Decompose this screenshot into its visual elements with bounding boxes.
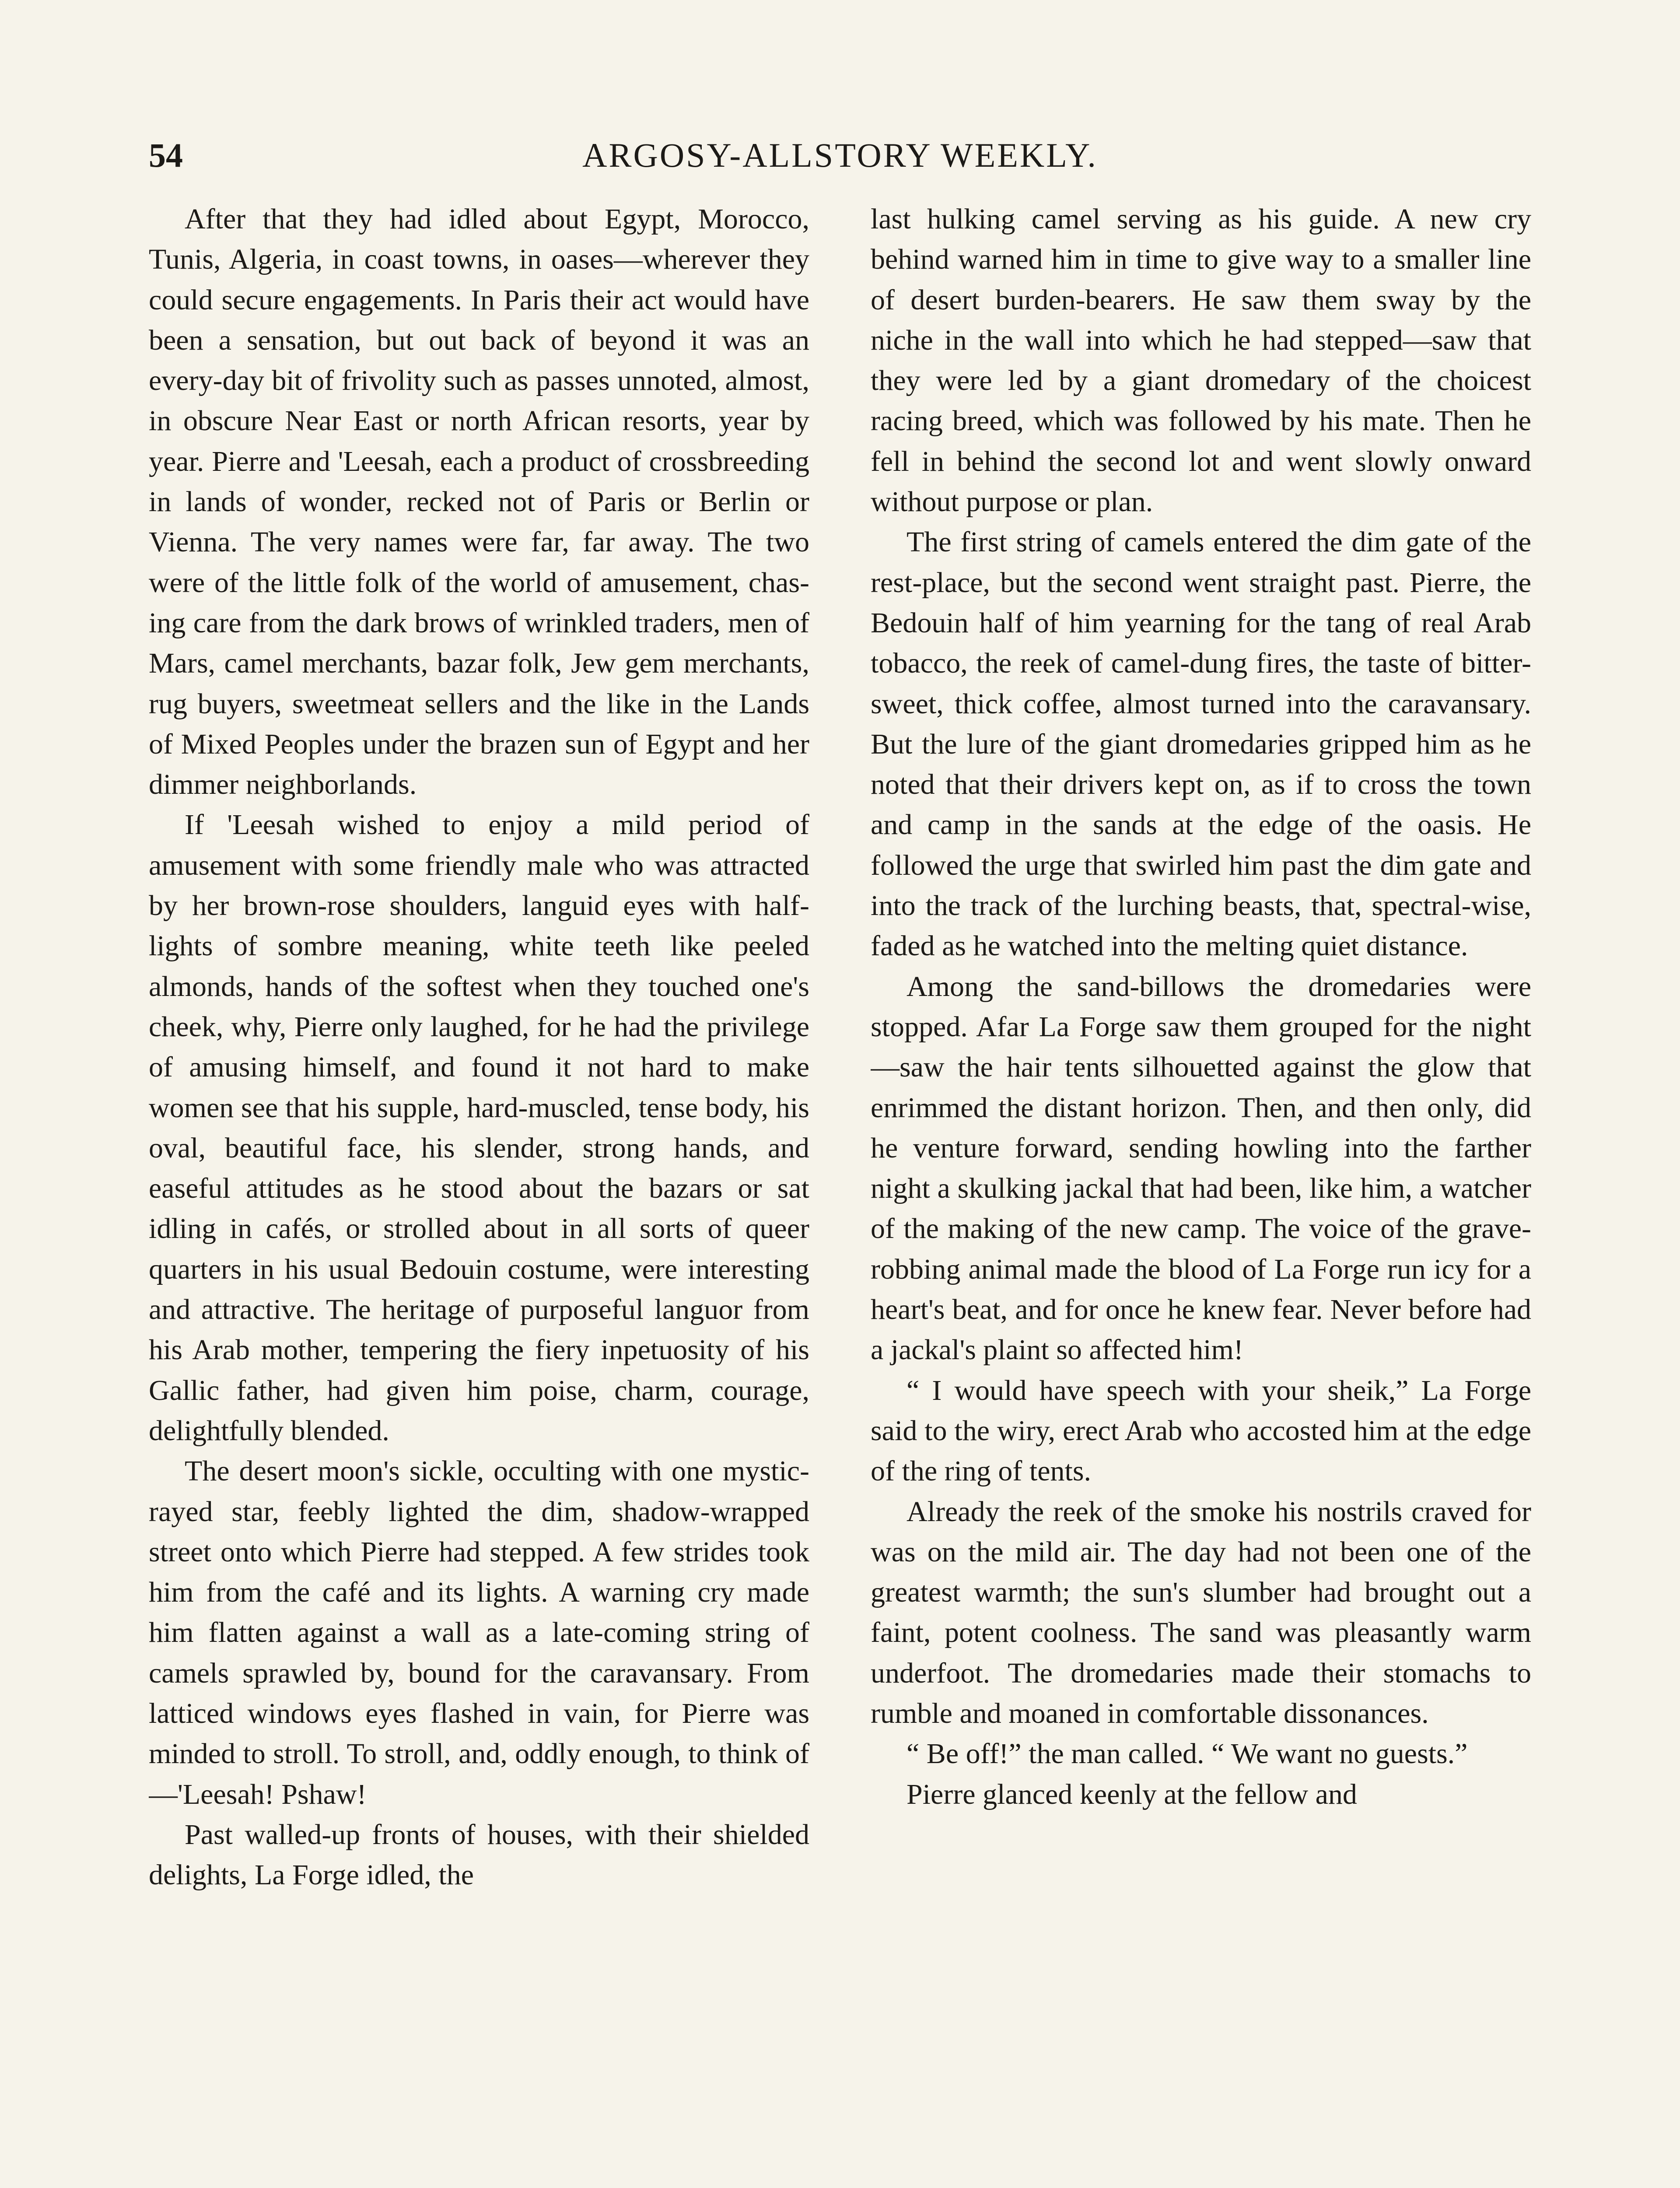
left-column [149,199,809,2188]
page-header [149,131,1531,184]
paragraph: The first string of camels entered the dim gate of the rest-place, but the second went straight past. Pierre, the Bedouin half of him yearning for the tang of real Arab tobacco, the reek of camel-dung fires, the taste of bitter-sweet, thick coffee, almost turned into the caravansary. But the lure of the giant dromedaries gripped him as he noted that their drivers kept on, as if to cross the town and camp in the sands at the edge of the oasis. He followed the urge that swirled him past the dim gate and into the track of the lurching beasts, that, spectral-wise, faded as he watched into the melting quiet distance. [871,526,1531,962]
paragraph: Among the sand-billows the dromedaries were stopped. Afar La Forge saw them grouped for the night—saw the hair tents silhouetted against the glow that enrimmed the distant horizon. Then, and then only, did he venture forward, sending howling into the farther night a skulking jackal that had been, like him, a watcher of the making of the new camp. The voice of the grave-robbing animal made the blood of La Forge run icy for a heart's beat, and for once he knew fear. Never before had a jackal's plaint so affected him! [871,970,1531,1366]
paragraph: The desert moon's sickle, occulting with one mystic-rayed star, feebly lighted the dim, shadow-wrapped street onto which Pierre had stepped. A few strides took him from the café and its lights. A warning cry made him flatten against a wall as a late-coming string of camels sprawled by, bound for the caravansary. From latticed windows eyes flashed in vain, for Pierre was minded to stroll. To stroll, and, oddly enough, to think of—'Leesah! Pshaw! [149,1455,809,1810]
paragraph: “ I would have speech with your sheik,” La Forge said to the wiry, erect Arab who accosted him at the edge of the ring of tents. [871,1374,1531,1487]
page-number: 54 [149,136,183,174]
right-column [871,199,1531,2188]
paragraph: Past walled-up fronts of houses, with their shielded delights, La Forge idled, the [149,1818,809,1891]
running-title: ARGOSY-ALLSTORY WEEKLY. [582,136,1098,174]
paragraph: Already the reek of the smoke his nostrils craved for was on the mild air. The day had not been one of the greatest warmth; the sun's slumber had brought out a faint, potent coolness. The sand was pleasantly warm underfoot. The dromedaries made their stomachs to rumble and moaned in comfortable dissonances. [871,1495,1531,1729]
paragraph: Pierre glanced keenly at the fellow and [906,1778,1357,1810]
paragraph-continued: last hulking camel serving as his guide. A new cry behind warned him in time to give way to a smaller line of desert burden-bearers. He saw them sway by the niche in the wall into which he had stepped—saw that they were led by a giant dromedary of the choicest racing breed, which was followed by his mate. Then he fell in behind the second lot and went slowly onward without purpose or plan. [871,203,1531,518]
paragraph: “ Be off!” the man called. “ We want no guests.” [906,1738,1468,1770]
paragraph: After that they had idled about Egypt, Morocco, Tunis, Algeria, in coast towns, in oases—wherever they could secure engagements. In Paris their act would have been a sensation, but out back of beyond it was an every-day bit of frivolity such as passes unnoted, almost, in obscure Near East or north African resorts, year by year. Pierre and 'Leesah, each a product of crossbreeding in lands of wonder, recked not of Paris or Berlin or Vienna. The very names were far, far away. The two were of the little folk of the world of amusement, chasing care from the dark brows of wrinkled traders, men of Mars, camel merchants, bazar folk, Jew gem merchants, rug buyers, sweetmeat sellers and the like in the Lands of Mixed Peoples under the brazen sun of Egypt and her dimmer neighborlands. [149,203,809,801]
paragraph: If 'Leesah wished to enjoy a mild period of amusement with some friendly male who was attracted by her brown-rose shoulders, languid eyes with half-lights of sombre meaning, white teeth like peeled almonds, hands of the softest when they touched one's cheek, why, Pierre only laughed, for he had the privilege of amusing himself, and found it not hard to make women see that his supple, hard-muscled, tense body, his oval, beautiful face, his slender, strong hands, and easeful attitudes as he stood about the bazars or sat idling in cafés, or strolled about in all sorts of queer quarters in his usual Bedouin costume, were interesting and attractive. The heritage of purposeful languor from his Arab mother, tempering the fiery inpetuosity of his Gallic father, had given him poise, charm, courage, delightfully blended. [149,809,809,1447]
body-columns [149,199,1531,2188]
